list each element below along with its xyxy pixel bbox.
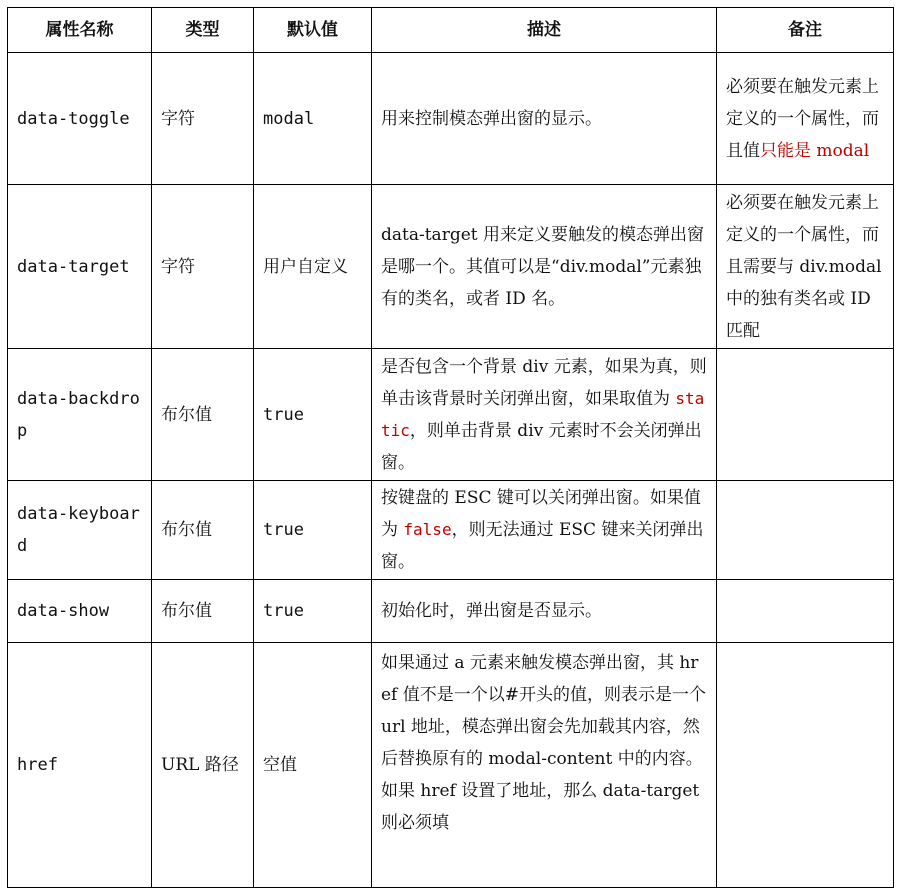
desc-highlight: false [403,520,452,539]
cell-default: modal [254,53,372,185]
cell-type: 布尔值 [152,481,254,580]
cell-name: data-show [8,580,152,643]
cell-name: data-backdrop [8,349,152,481]
cell-note [717,53,894,185]
header-desc: 描述 [372,8,717,53]
cell-default: true [254,580,372,643]
desc-text: 是否包含一个背景 div 元素，如果为真，则单击该背景时关闭弹出窗，如果取值为 [381,356,707,409]
cell-type: 字符 [152,185,254,349]
cell-default: true [254,481,372,580]
desc-text: ，则无法通过 ESC 键来关闭弹出窗。 [381,520,704,572]
header-type: 类型 [152,8,254,53]
cell-default: 用户自定义 [254,185,372,349]
cell-default: 空值 [254,643,372,888]
cell-desc: 初始化时，弹出窗是否显示。 [372,580,717,643]
attribute-table [7,7,894,888]
table-row [8,643,894,888]
note-text: 必须要在触发元素上定义的一个属性，而且值 [726,76,879,161]
table-row [8,481,894,580]
cell-name: href [8,643,152,888]
cell-note [717,580,894,643]
cell-desc: 如果通过 a 元素来触发模态弹出窗，其 href 值不是一个以#开头的值，则表示是一个 url 地址，模态弹出窗会先加载其内容，然后替换原有的 modal-content 中的内容。如果 href 设置了地址，那么 data-target 则必须填 [372,643,717,888]
table-row [8,53,894,185]
cell-desc: data-target 用来定义要触发的模态弹出窗是哪一个。其值可以是“div.modal”元素独有的类名，或者 ID 名。 [372,185,717,349]
desc-highlight: static [381,388,705,440]
header-name: 属性名称 [8,8,152,53]
cell-desc [372,349,717,481]
header-default: 默认值 [254,8,372,53]
cell-name: data-keyboard [8,481,152,580]
desc-text: ，则单击背景 div 元素时不会关闭弹出窗。 [381,420,702,473]
header-note: 备注 [717,8,894,53]
cell-note [717,481,894,580]
table-row [8,580,894,643]
cell-name: data-toggle [8,53,152,185]
cell-name: data-target [8,185,152,349]
cell-desc [372,481,717,580]
cell-type: 布尔值 [152,580,254,643]
note-highlight: 只能是 modal [760,140,870,161]
cell-desc: 用来控制模态弹出窗的显示。 [372,53,717,185]
cell-note: 必须要在触发元素上定义的一个属性，而且需要与 div.modal 中的独有类名或 ID 匹配 [717,185,894,349]
cell-default: true [254,349,372,481]
cell-note [717,643,894,888]
table-row [8,185,894,349]
cell-note [717,349,894,481]
table-row [8,349,894,481]
cell-type: 字符 [152,53,254,185]
header-row [8,8,894,53]
cell-type: URL 路径 [152,643,254,888]
desc-text: 按键盘的 ESC 键可以关闭弹出窗。如果值为 [381,488,701,540]
cell-type: 布尔值 [152,349,254,481]
